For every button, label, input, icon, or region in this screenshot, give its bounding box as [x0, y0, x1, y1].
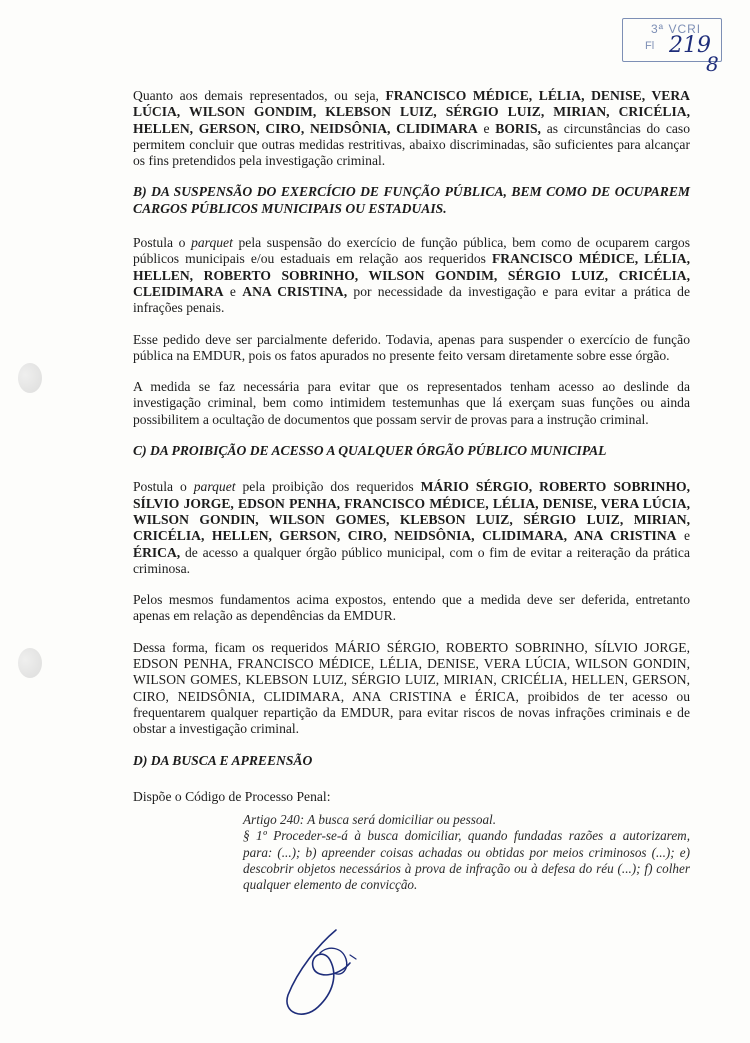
- section-heading-d: D) DA BUSCA E APREENSÃO: [133, 752, 313, 768]
- document-body: [133, 88, 690, 894]
- text-run: e: [477, 120, 496, 136]
- text-run: de acesso a qualquer órgão público municipal, com o fim de evitar a reiteração da prática criminosa.: [133, 544, 690, 576]
- paragraph-measure-necessity: A medida se faz necessária para evitar que os representados tenham acesso ao deslinde da investigação criminal, bem como intimidem testemunhas que lá exerçam suas funções ou ainda possibilitem a ocultação de documentos que possam servir de provas para a instrução criminal.: [133, 379, 690, 427]
- bold-names: FRANCISCO MÉDICE, LÉLIA, HELLEN, ROBERTO SOBRINHO, WILSON GONDIM, SÉRGIO LUIZ, CRICÉLIA, CLEIDIMARA: [133, 251, 690, 299]
- paragraph-partial-granting: Esse pedido deve ser parcialmente deferido. Todavia, apenas para suspender o exercício de função pública na EMDUR, pois os fatos apurados no presente feito versam diretamente sobre esse órgão.: [133, 331, 690, 363]
- punch-hole: [18, 363, 42, 393]
- stamp-folio-number: 219: [669, 33, 711, 58]
- stamp-court-label: 3ª VCRI: [651, 22, 702, 36]
- bold-names: ANA CRISTINA,: [242, 283, 348, 299]
- bold-names: ÉRICA,: [133, 544, 181, 560]
- text-run: as circunstâncias do caso permitem concluir que outras medidas restritivas, abaixo discriminadas, são suficientes para alcançar os fins pretendidos pela investigação criminal.: [133, 120, 690, 169]
- italic-term: parquet: [193, 479, 236, 495]
- text-run: Postula o: [133, 235, 192, 251]
- paragraph-same-grounds: Pelos mesmos fundamentos acima expostos, entendo que a medida deve ser deferida, entretanto apenas em relação as dependências da EMDUR.: [133, 592, 690, 624]
- text-run: pela proibição dos requeridos: [235, 479, 421, 495]
- section-heading-b: B) DA SUSPENSÃO DO EXERCÍCIO DE FUNÇÃO PÚBLICA, BEM COMO DE OCUPAREM CARGOS PÚBLICOS MUNICIPAIS OU ESTADUAIS.: [133, 184, 690, 216]
- text-run: por necessidade da investigação e para evitar a prática de infrações penais.: [133, 283, 690, 316]
- text-run: Quanto aos demais representados, ou seja,: [133, 88, 386, 103]
- quote-article-line: Artigo 240: A busca será domiciliar ou pessoal.: [243, 812, 497, 828]
- paragraph-code-intro: Dispõe o Código de Processo Penal:: [133, 788, 331, 804]
- quote-paragraph-line: § 1º Proceder-se-á à busca domiciliar, quando fundadas razões a autorizarem, para: (...); b) apreender coisas achadas ou obtidas por meios criminosos (...); e) descobrir objetos necessários à prova de infração ou à defesa do réu (...); f) colher qualquer elemento de convicção.: [243, 828, 690, 893]
- paragraph-suspension-request: [133, 235, 690, 316]
- stamp-folio-label: Fl: [645, 40, 655, 52]
- text-run: e: [223, 283, 243, 299]
- handwritten-signature: [258, 915, 378, 1025]
- handwritten-page-mark: 8: [706, 52, 719, 76]
- paragraph-other-represented: [133, 88, 690, 169]
- italic-term: parquet: [191, 235, 233, 251]
- section-heading-c: C) DA PROIBIÇÃO DE ACESSO A QUALQUER ÓRGÃO PÚBLICO MUNICIPAL: [133, 443, 607, 459]
- paragraph-prohibition-order: Dessa forma, ficam os requeridos MÁRIO SÉRGIO, ROBERTO SOBRINHO, SÍLVIO JORGE, EDSON PENHA, FRANCISCO MÉDICE, LÉLIA, DENISE, VERA LÚCIA, WILSON GONDIN, WILSON GOMES, KLEBSON LUIZ, SÉRGIO LUIZ, MIRIAN, CRICÉLIA, HELLEN, GERSON, CIRO, NEIDSÔNIA, CLIDIMARA, ANA CRISTINA e ÉRICA, proibidos de ter acesso ou frequentarem qualquer repartição da EMDUR, para evitar riscos de novas infrações criminais e de obstar a investigação criminal.: [133, 639, 690, 737]
- paragraph-access-prohibition-request: [133, 479, 690, 577]
- legal-quote: [243, 812, 690, 893]
- bold-names: BORIS,: [495, 120, 541, 136]
- text-run: Postula o: [133, 479, 194, 495]
- text-run: pela suspensão do exercício de função pública, bem como de ocuparem cargos públicos municipais e/ou estaduais em relação aos requeridos: [133, 235, 691, 267]
- text-run: e: [676, 528, 691, 544]
- bold-names: FRANCISCO MÉDICE, LÉLIA, DENISE, VERA LÚCIA, WILSON GONDIM, KLEBSON LUIZ, SÉRGIO LUIZ, MIRIAN, CRICÉLIA, HELLEN, GERSON, CIRO, NEIDSÔNIA, CLIDIMARA: [133, 88, 690, 136]
- bold-names: MÁRIO SÉRGIO, ROBERTO SOBRINHO, SÍLVIO JORGE, EDSON PENHA, FRANCISCO MÉDICE, LÉLIA, DENISE, VERA LÚCIA, WILSON GONDIN, WILSON GOMES, KLEBSON LUIZ, SÉRGIO LUIZ, MIRIAN, CRICÉLIA, HELLEN, GERSON, CIRO, NEIDSÔNIA, CLIDIMARA, ANA CRISTINA: [133, 479, 691, 544]
- punch-hole: [18, 648, 42, 678]
